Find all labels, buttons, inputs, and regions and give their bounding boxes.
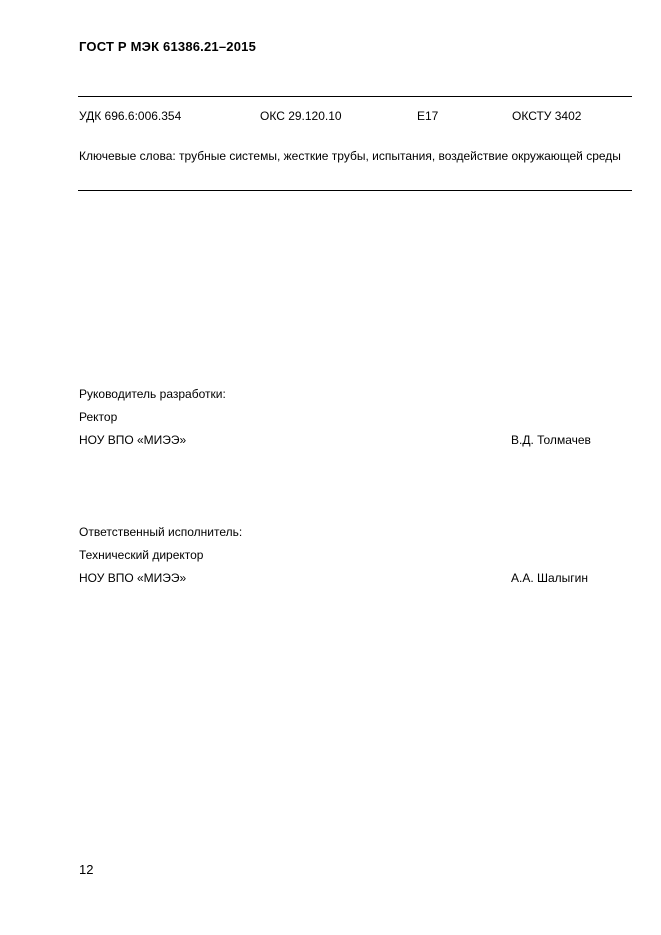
developer-name: В.Д. Толмачев bbox=[511, 433, 591, 447]
top-divider bbox=[78, 96, 632, 97]
oks-code: ОКС 29.120.10 bbox=[260, 109, 342, 123]
udk-code: УДК 696.6:006.354 bbox=[79, 109, 182, 123]
developer-role: Руководитель разработки: bbox=[79, 387, 226, 401]
executor-name: А.А. Шалыгин bbox=[511, 571, 589, 585]
okstu-code: ОКСТУ 3402 bbox=[512, 109, 582, 123]
e-code: Е17 bbox=[417, 109, 439, 123]
executor-organization: НОУ ВПО «МИЭЭ» bbox=[79, 571, 187, 585]
developer-position: Ректор bbox=[79, 410, 118, 424]
keywords-paragraph: Ключевые слова: трубные системы, жесткие трубы, испытания, воздействие окружающей среды bbox=[79, 149, 621, 163]
bottom-divider bbox=[78, 190, 632, 191]
executor-role: Ответственный исполнитель: bbox=[79, 525, 243, 539]
document-header-title: ГОСТ Р МЭК 61386.21–2015 bbox=[79, 39, 257, 54]
executor-position: Технический директор bbox=[79, 548, 204, 562]
developer-organization: НОУ ВПО «МИЭЭ» bbox=[79, 433, 187, 447]
page-number: 12 bbox=[79, 862, 94, 877]
